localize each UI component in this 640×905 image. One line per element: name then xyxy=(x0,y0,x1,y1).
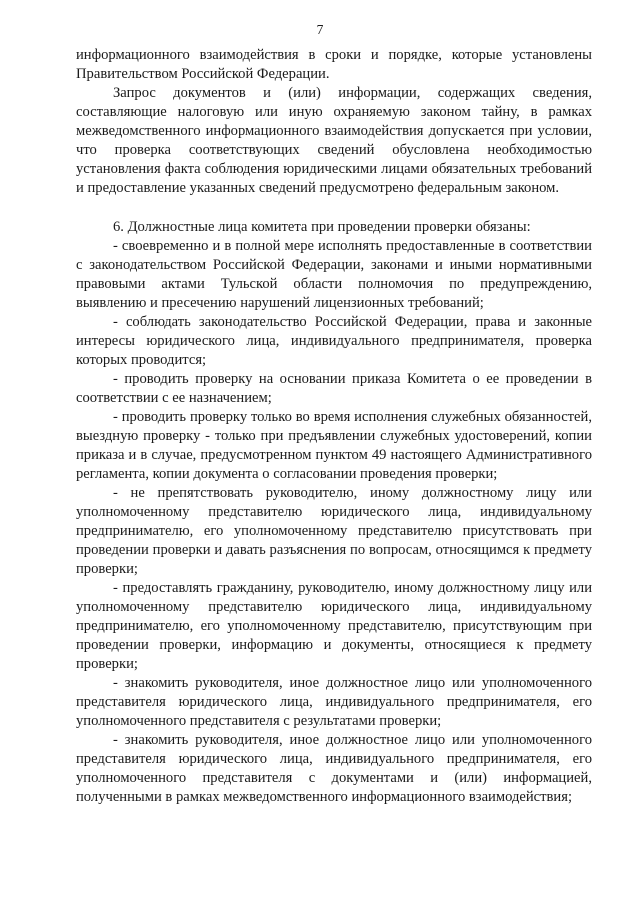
list-item-duty: - знакомить руководителя, иное должностное лицо или уполномоченного представителя юридического лица, индивидуального предпринимателя, его уполномоченного представителя с результатами проверки; xyxy=(76,675,592,729)
list-item-duty: - своевременно и в полной мере исполнять предоставленные в соответствии с законодательством Российской Федерации, законами и иными нормативными правовыми актами Тульской области полномочия по предупреждению, выявлению и пресечению нарушений лицензионных требований; xyxy=(76,238,592,311)
paragraph-document-request: Запрос документов и (или) информации, содержащих сведения, составляющие налоговую или иную охраняемую законом тайну, в рамках межведомственного информационного взаимодействия допускается при условии, что проверка соответствующих сведений обусловлена необходимостью установления факта соблюдения юридическими лицами обязательных требований и предоставление указанных сведений предусмотрено федеральным законом. xyxy=(76,85,592,196)
list-item-duty: - проводить проверку на основании приказа Комитета о ее проведении в соответствии с ее назначением; xyxy=(76,371,592,406)
list-item-duty: - не препятствовать руководителю, иному должностному лицу или уполномоченному представителю юридического лица, индивидуальному предпринимателю, его уполномоченному представителю присутствовать при проведении проверки и давать разъяснения по вопросам, относящимся к предмету проверки; xyxy=(76,485,592,577)
list-item-duty: - проводить проверку только во время исполнения служебных обязанностей, выездную проверку - только при предъявлении служебных удостоверений, копии приказа и в случае, предусмотренном пунктом 49 настоящего Административного регламента, копии документа о согласовании проведения проверки; xyxy=(76,409,592,482)
list-item-duty: - знакомить руководителя, иное должностное лицо или уполномоченного представителя юридического лица, индивидуального предпринимателя, его уполномоченного представителя с документами и (или) информацией, полученными в рамках межведомственного информационного взаимодействия; xyxy=(76,732,592,805)
list-item-duty: - предоставлять гражданину, руководителю, иному должностному лицу или уполномоченному представителю юридического лица, индивидуальному предпринимателю, его уполномоченному представителю, присутствующим при проведении проверки, информацию и документы, относящиеся к предмету проверки; xyxy=(76,580,592,672)
section-6-heading: 6. Должностные лица комитета при проведении проверки обязаны: xyxy=(113,219,531,235)
paragraph-continuation: информационного взаимодействия в сроки и порядке, которые установлены Правительством Российской Федерации. xyxy=(76,47,592,82)
page-number: 7 xyxy=(316,22,324,37)
document-body xyxy=(76,46,592,807)
list-item-duty: - соблюдать законодательство Российской Федерации, права и законные интересы юридического лица, индивидуального предпринимателя, проверка которых проводится; xyxy=(76,314,592,368)
